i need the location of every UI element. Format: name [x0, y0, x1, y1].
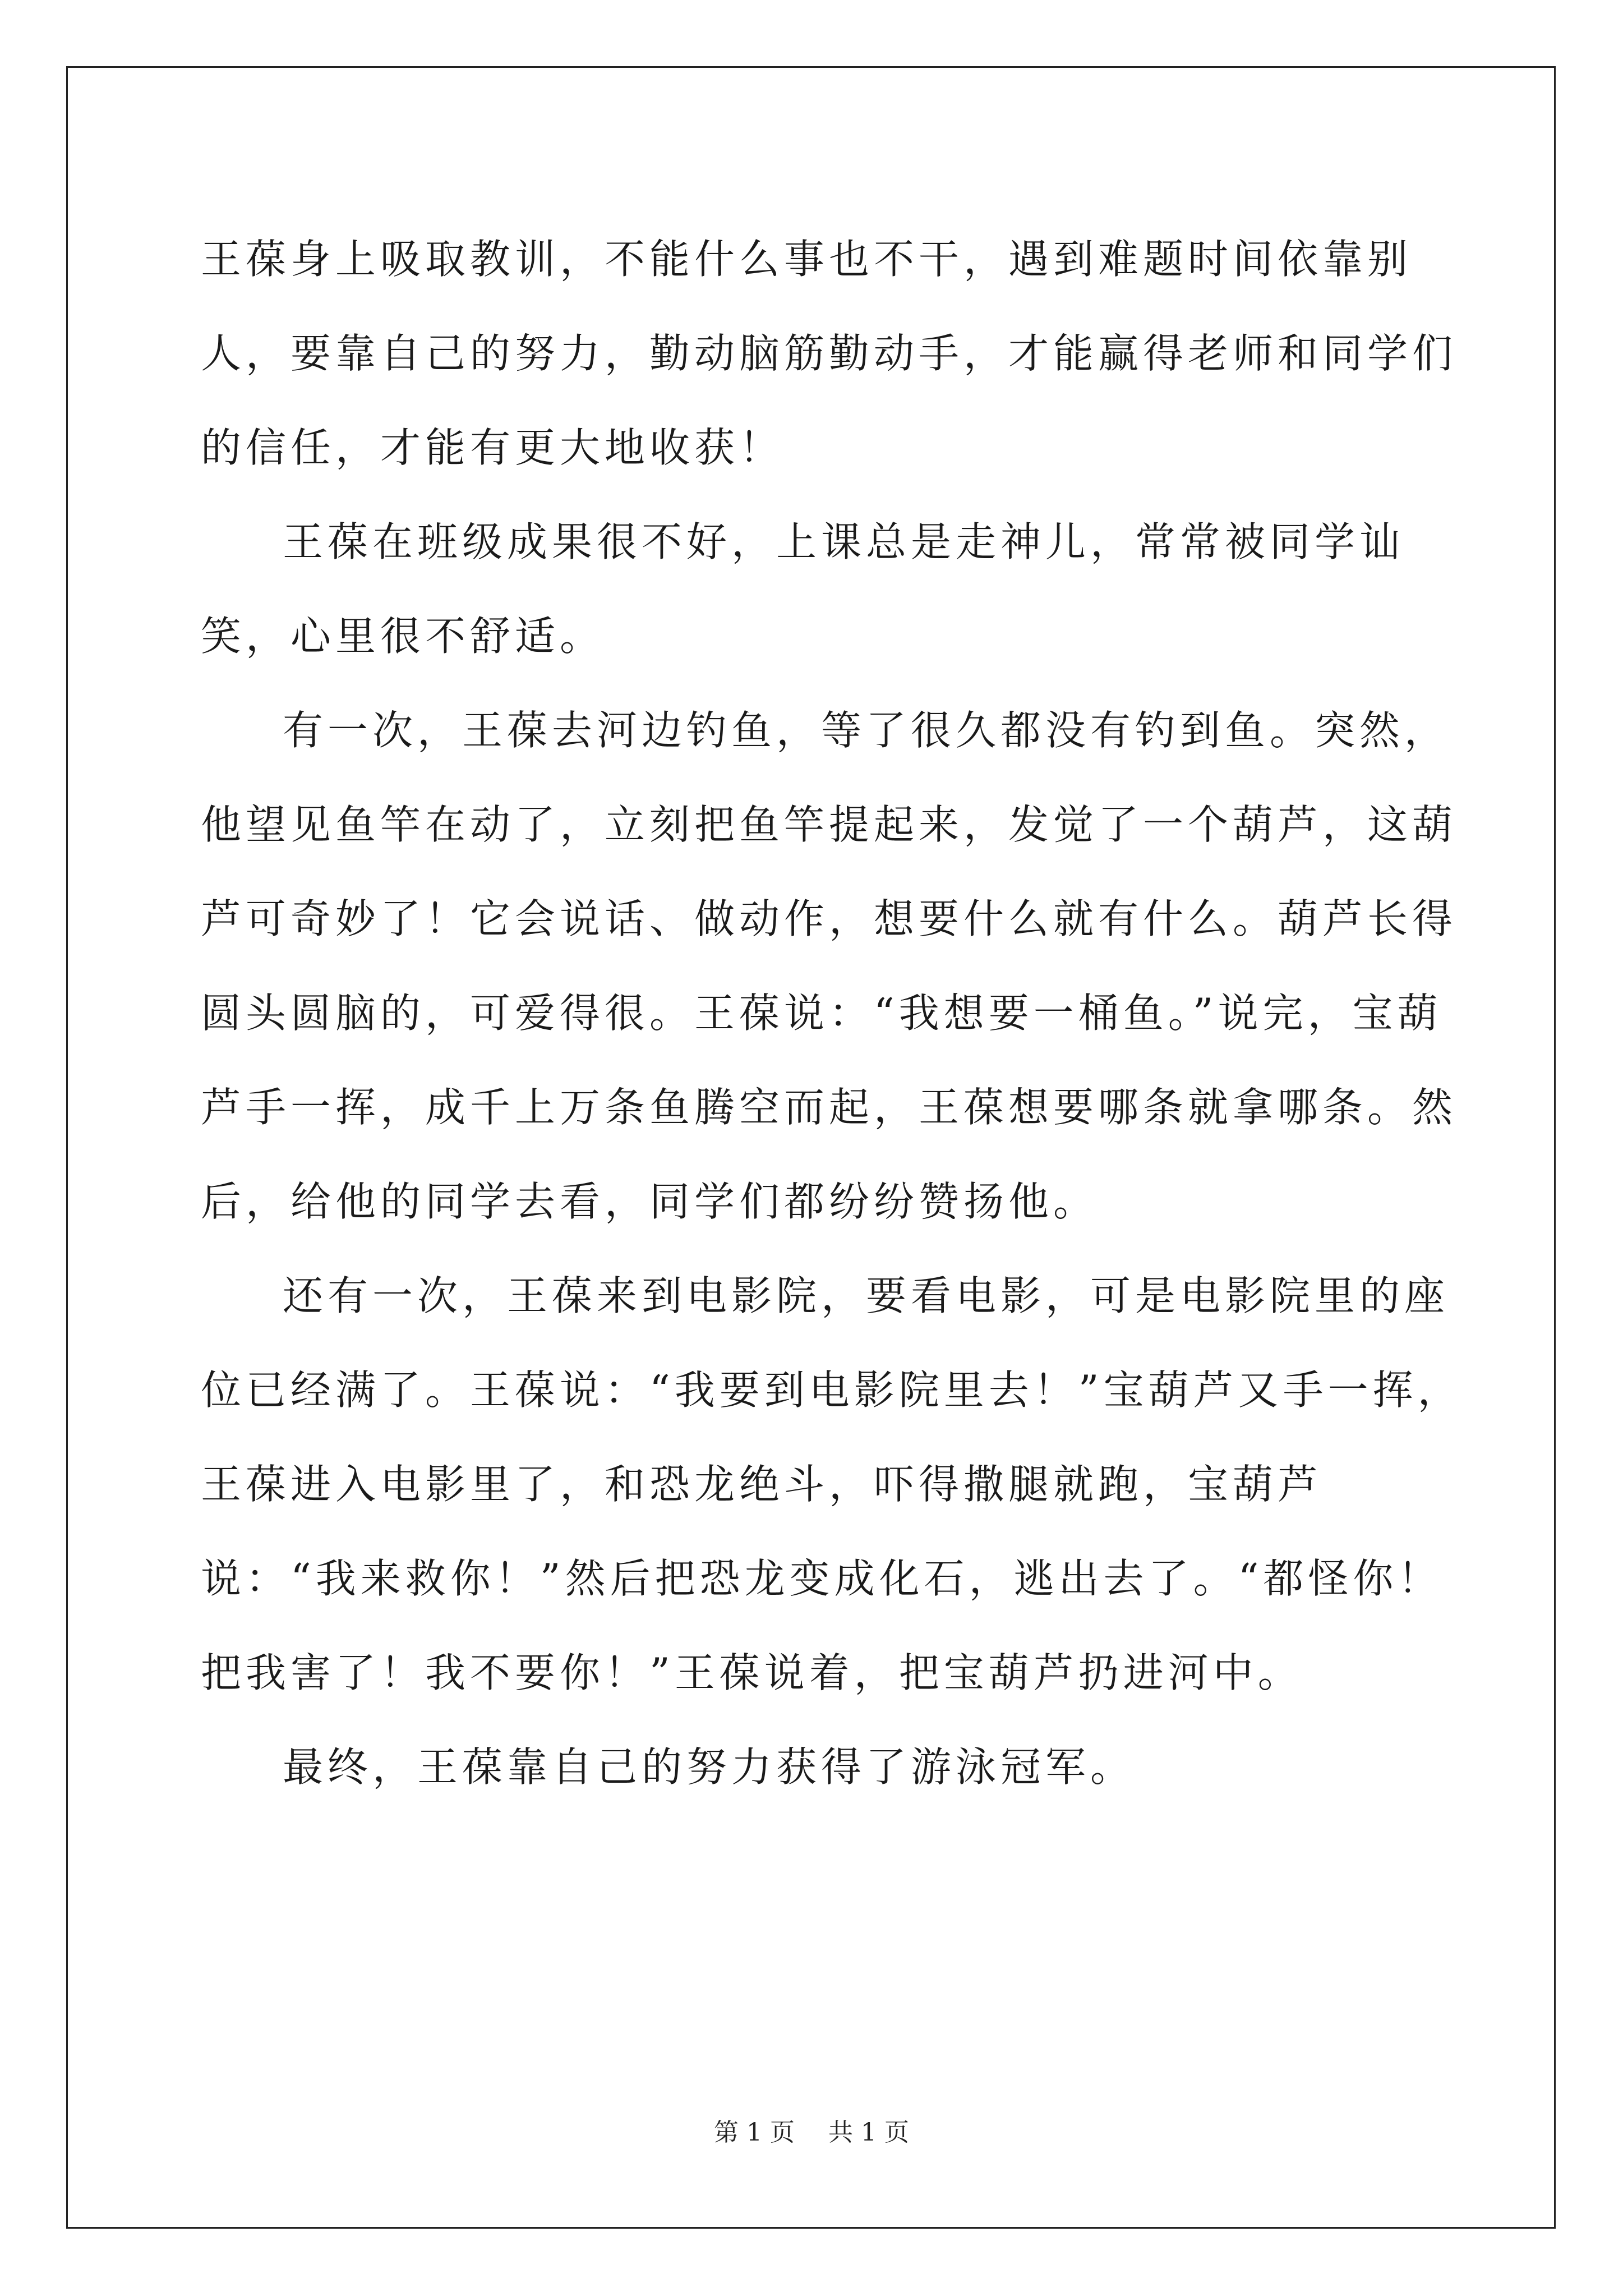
paragraph-1: 王葆身上吸取教训，不能什么事也不干，遇到难题时间依靠别人，要靠自己的努力，勤动脑筋勤动手，才能赢得老师和同学们的信任，才能有更大地收获！ — [201, 236, 1458, 471]
page-number: 第 1 页 — [714, 2118, 795, 2147]
paragraph-4: 还有一次，王葆来到电影院，要看电影，可是电影院里的座位已经满了。王葆说：“我要到电影院里去！”宝葫芦又手一挥，王葆进入电影里了，和恐龙绝斗，吓得撒腿就跑，宝葫芦说：“我来救你！”然后把恐龙变成化石，逃出去了。“都怪你！把我害了！我不要你！”王葆说着，把宝葫芦扔进河中。 — [201, 1272, 1463, 1696]
paragraph-5: 最终，王葆靠自己的努力获得了游泳冠军。 — [283, 1743, 1136, 1791]
document-body — [201, 212, 1464, 1814]
paragraph-3: 有一次，王葆去河边钓鱼，等了很久都没有钓到鱼。突然，他望见鱼竿在动了，立刻把鱼竿提起来，发觉了一个葫芦，这葫芦可奇妙了！它会说话、做动作，想要什么就有什么。葫芦长得圆头圆脑的，可爱得很。王葆说：“我想要一桶鱼。”说完，宝葫芦手一挥，成千上万条鱼腾空而起，王葆想要哪条就拿哪条。然后，给他的同学去看，同学们都纷纷赞扬他。 — [201, 707, 1458, 1225]
paragraph-2: 王葆在班级成果很不好，上课总是走神儿，常常被同学讪笑，心里很不舒适。 — [201, 518, 1405, 660]
total-pages: 共 1 页 — [828, 2118, 909, 2147]
page-footer — [0, 2112, 1623, 2148]
